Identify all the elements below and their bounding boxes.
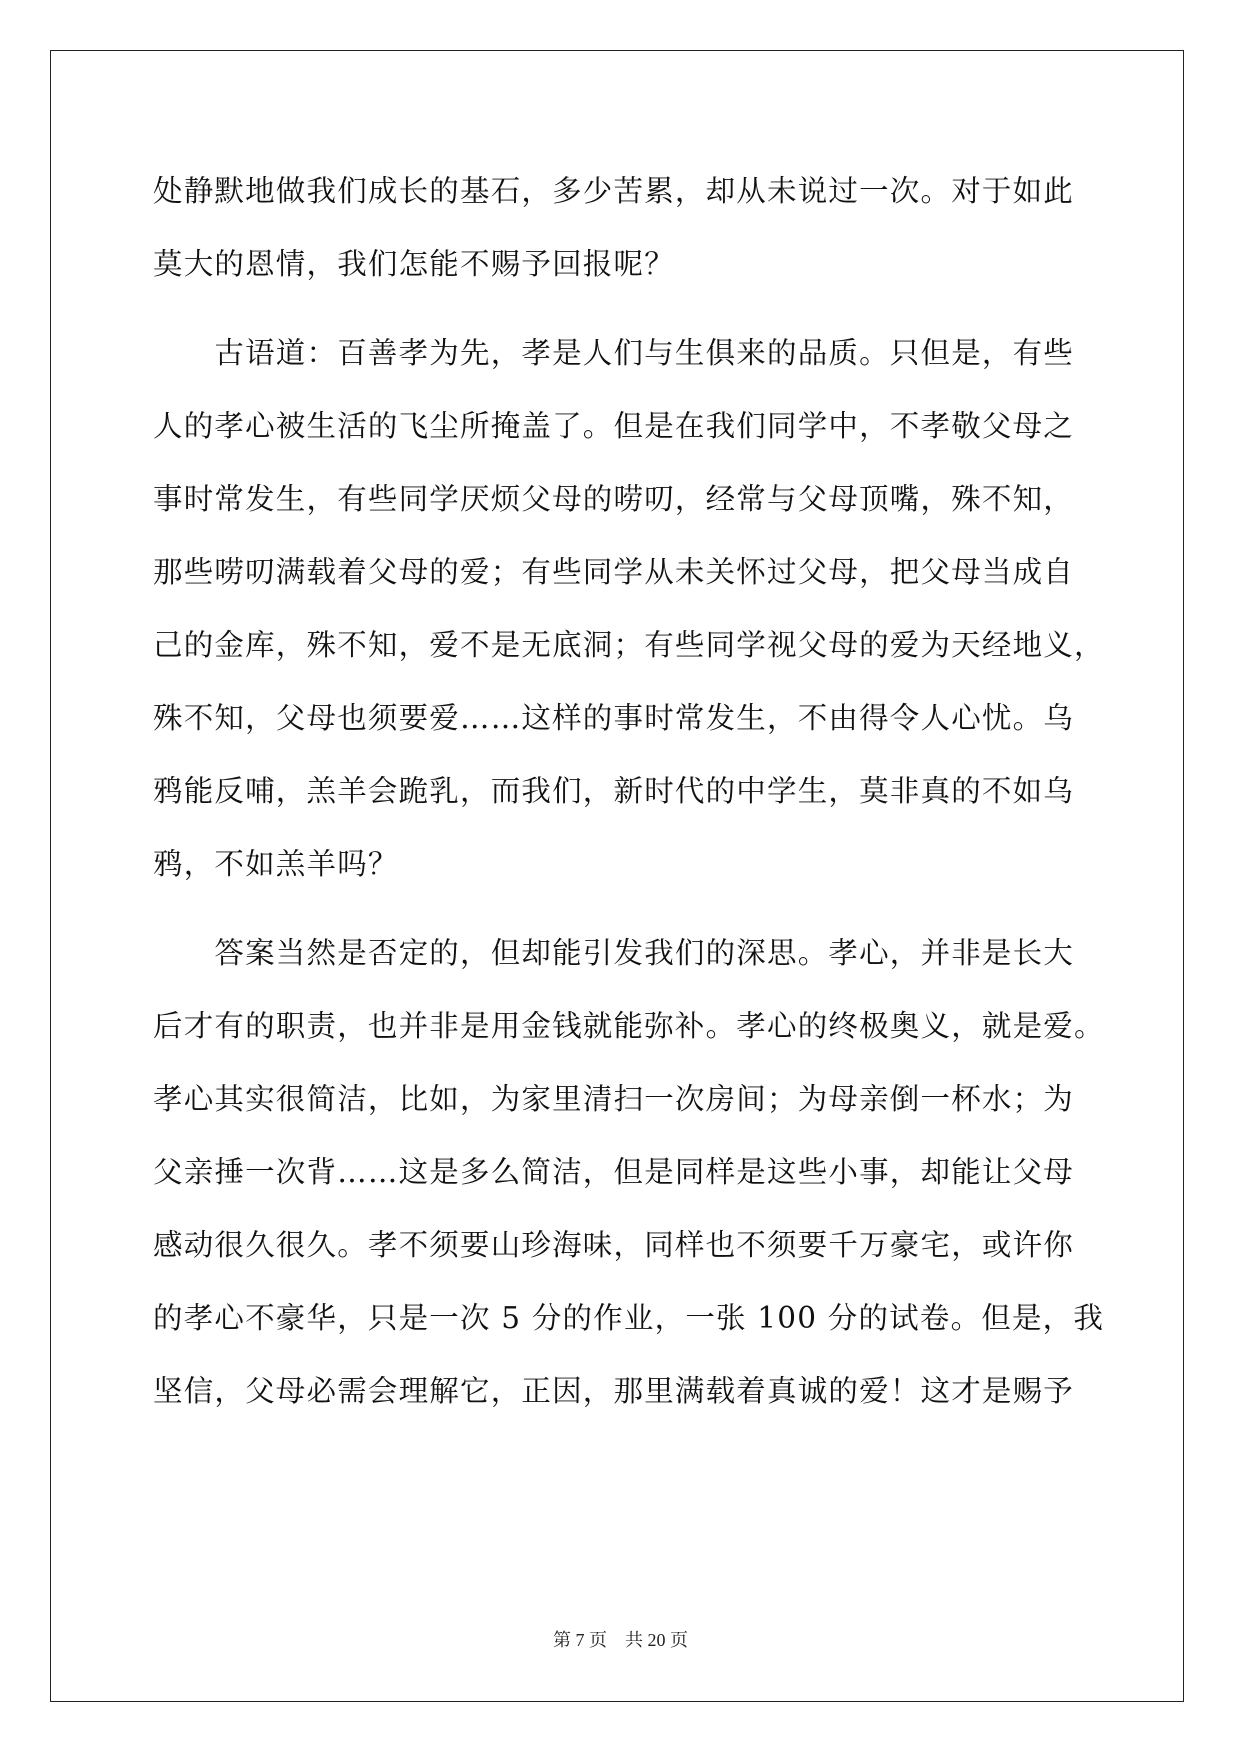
text-line: 答案当然是否定的，但却能引发我们的深思。孝心，并非是长大 <box>153 936 1075 970</box>
text-line: 坚信，父母必需会理解它，正因，那里满载着真诚的爱！这才是赐予 <box>153 1374 1075 1408</box>
text-line: 那些唠叨满载着父母的爱；有些同学从未关怀过父母，把父母当成自 <box>153 555 1075 589</box>
text-line: 古语道：百善孝为先，孝是人们与生俱来的品质。只但是，有些 <box>153 336 1075 370</box>
text-line: 莫大的恩情，我们怎能不赐予回报呢？ <box>153 247 675 281</box>
text-line: 事时常发生，有些同学厌烦父母的唠叨，经常与父母顶嘴，殊不知， <box>153 482 1075 516</box>
text-line: 后才有的职责，也并非是用金钱就能弥补。孝心的终极奥义，就是爱。 <box>153 1009 1105 1043</box>
text-line: 的孝心不豪华，只是一次 5 分的作业，一张 100 分的试卷。但是，我 <box>153 1301 1105 1335</box>
text-line: 鸦能反哺，羔羊会跪乳，而我们，新时代的中学生，莫非真的不如乌 <box>153 774 1075 808</box>
text-line: 处静默地做我们成长的基石，多少苦累，却从未说过一次。对于如此 <box>153 174 1075 208</box>
page-number: 第 7 页 <box>553 1630 607 1650</box>
text-line: 孝心其实很简洁，比如，为家里清扫一次房间；为母亲倒一杯水；为 <box>153 1082 1075 1116</box>
text-line: 人的孝心被生活的飞尘所掩盖了。但是在我们同学中，不孝敬父母之 <box>153 409 1075 443</box>
text-line: 殊不知，父母也须要爱……这样的事时常发生，不由得令人心忧。乌 <box>153 701 1075 735</box>
total-pages: 共 20 页 <box>625 1630 688 1650</box>
text-line: 鸦，不如羔羊吗？ <box>153 847 399 881</box>
text-line: 己的金库，殊不知，爱不是无底洞；有些同学视父母的爱为天经地义， <box>153 628 1105 662</box>
text-line: 感动很久很久。孝不须要山珍海味，同样也不须要千万豪宅，或许你 <box>153 1228 1075 1262</box>
page-footer <box>0 1626 1241 1652</box>
text-line: 父亲捶一次背……这是多么简洁，但是同样是这些小事，却能让父母 <box>153 1155 1075 1189</box>
